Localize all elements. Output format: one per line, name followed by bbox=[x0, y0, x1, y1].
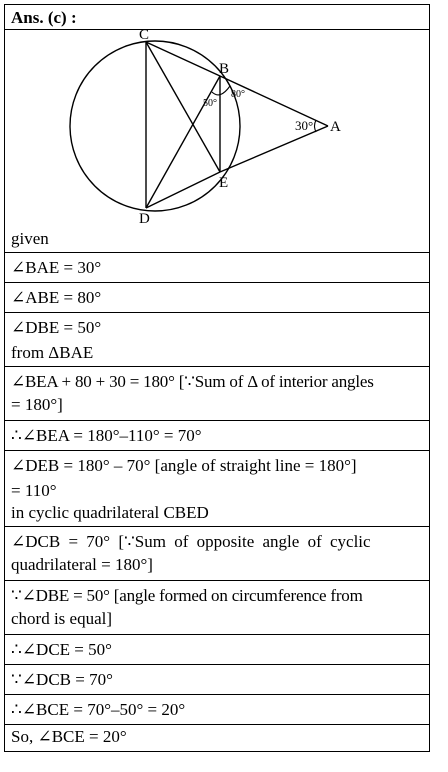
answer-title: Ans. (c) : bbox=[11, 8, 77, 27]
label-a: A bbox=[330, 119, 341, 135]
row-bea-value bbox=[4, 421, 430, 451]
bea-sum-line-1: ∠BEA + 80 + 30 = 180° [∵Sum of Δ of interior angles bbox=[11, 372, 374, 391]
label-b: B bbox=[219, 61, 230, 77]
row-bea-sum bbox=[4, 367, 430, 421]
row-bae bbox=[4, 253, 430, 283]
row-bce-calc bbox=[4, 695, 430, 725]
bea-sum-line-2: = 180°] bbox=[11, 395, 63, 414]
row-deb bbox=[4, 451, 430, 527]
from-triangle: from ΔBAE bbox=[11, 343, 94, 362]
angle-bae: ∠BAE = 30° bbox=[11, 258, 102, 277]
dbe-chord-line-1: ∵∠DBE = 50° [angle formed on circumference from bbox=[11, 586, 363, 605]
angle-label-bae: 30° bbox=[295, 118, 314, 133]
dcb2-value: ∵∠DCB = 70° bbox=[11, 670, 113, 689]
label-c: C bbox=[139, 27, 150, 43]
deb-line-1: ∠DEB = 180° – 70° [angle of straight line = 180°] bbox=[11, 456, 357, 475]
row-abe bbox=[4, 283, 430, 313]
label-d: D bbox=[139, 211, 150, 227]
label-e: E bbox=[219, 175, 229, 191]
figure-row bbox=[4, 30, 430, 253]
dcb-line-1: ∠DCB = 70° [∵Sum of opposite angle of cyclic bbox=[11, 532, 371, 551]
row-final bbox=[4, 725, 430, 752]
bce-calc: ∴∠BCE = 70°–50° = 20° bbox=[11, 700, 186, 719]
dbe-chord-line-2: chord is equal] bbox=[11, 609, 113, 628]
dcb-line-2: quadrilateral = 180°] bbox=[11, 555, 153, 574]
row-dce bbox=[4, 635, 430, 665]
cyclic-quadrilateral: in cyclic quadrilateral CBED bbox=[11, 503, 209, 522]
deb-line-2: = 110° bbox=[11, 481, 57, 500]
angle-abe: ∠ABE = 80° bbox=[11, 288, 102, 307]
angle-label-abe: 80° bbox=[231, 89, 245, 100]
row-dbe-chord bbox=[4, 581, 430, 635]
angle-dbe: ∠DBE = 50° bbox=[11, 318, 102, 337]
row-dcb bbox=[4, 527, 430, 581]
dce-value: ∴∠DCE = 50° bbox=[11, 640, 112, 659]
final-answer: So, ∠BCE = 20° bbox=[11, 727, 127, 746]
row-dcb2 bbox=[4, 665, 430, 695]
bea-value: ∴∠BEA = 180°–110° = 70° bbox=[11, 426, 202, 445]
given-text: given bbox=[11, 229, 49, 248]
row-dbe bbox=[4, 313, 430, 367]
angle-label-dbe: 50° bbox=[203, 98, 217, 109]
